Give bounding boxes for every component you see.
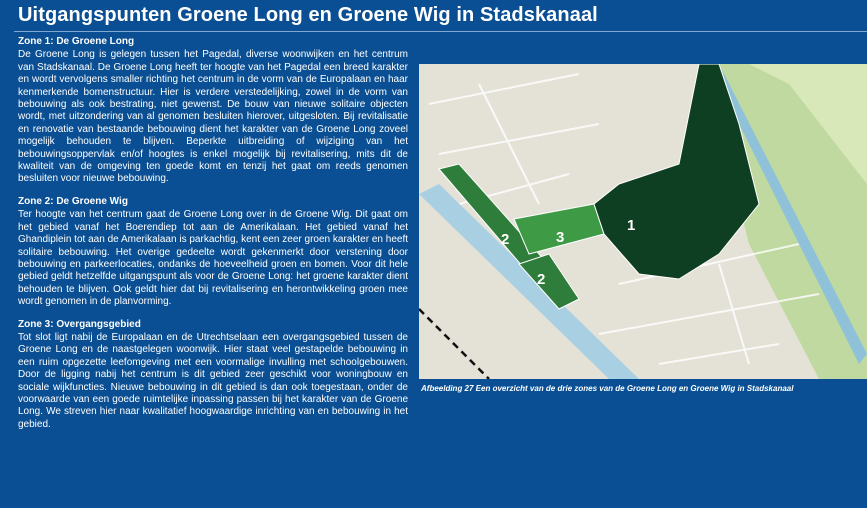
zones-map (419, 64, 867, 379)
zone-2-heading: Zone 2: De Groene Wig (18, 195, 128, 207)
map-label-zone-2b: 2 (537, 271, 546, 288)
zone-3-heading: Zone 3: Overgangsgebied (18, 318, 141, 330)
zone-2-body: Ter hoogte van het centrum gaat de Groene Long over in de Groene Wig. Dit gaat om het gebied vanaf het Boerendiep tot aan de Amerikalaan. Het gebied vanaf het Ghandiplein tot aan de Amerikalaan is parkachtig, kent een zeer groen karakter en heeft solitaire bebouwing. Het overige gedeelte wordt gekenmerkt door verstening door bebouwing en parkeerlocaties, ondanks de hoeveelheid groen en bomen. Voor dit hele gebied geldt hetzelfde uitgangspunt als voor de Groene Long: het groene karakter dient behouden te blijven. Ook geldt hier dat bij revitalisering en herontwikkeling groen mee wordt genomen in de planvorming. (18, 209, 408, 308)
zone-1-heading: Zone 1: De Groene Long (18, 36, 135, 47)
zone-3-body: Tot slot ligt nabij de Europalaan en de Utrechtselaan een overgangsgebied tussen de Groene Long en de naastgelegen woonwijk. Hier staat veel gestapelde bebouwing in een ruim opgezette leefomgeving met een voormalige invulling met schoolgebouwen. Door de ligging nabij het centrum is dit gebied zeer geschikt voor woningbouw en sociale wijkfuncties. Nieuwe bebouwing in dit gebied is dan ook toegestaan, onder de voorwaarde van een goede ruimtelijke inpassing passen bij het karakter van de Groene Long. We streven hier naar kwalitatief hoogwaardige inrichting van en bebouwing in het gebied. (18, 331, 408, 430)
text-column (18, 36, 408, 441)
page-title: Uitgangspunten Groene Long en Groene Wig in Stadskanaal (18, 4, 598, 26)
title-divider (14, 31, 867, 32)
map-caption: Afbeelding 27 Een overzicht van de drie zones van de Groene Long en Groene Wig in Stadskanaal (421, 384, 794, 393)
zone-1-section (18, 36, 408, 186)
map-label-zone-3: 3 (556, 229, 565, 246)
map-label-zone-1: 1 (627, 217, 636, 234)
map-label-zone-2a: 2 (501, 231, 510, 248)
zone-2-section (18, 196, 408, 309)
zone-1-body: De Groene Long is gelegen tussen het Pagedal, diverse woonwijken en het centrum van Stadskanaal. De Groene Long heeft ter hoogte van het Pagedal een breed karakter en wordt vervolgens smaller richting het centrum in de vorm van de Europalaan en haar kenmerkende bomenstructuur. Hier is verdere verstedelijking, zowel in de vorm van bebouwing als ook bestrating, niet gewenst. De bouw van nieuwe solitaire objecten wordt, met uitzondering van al genomen besluiten hierover, uitgesloten. Bij revitalisatie en renovatie van bestaande bebouwing dient het karakter van de Groene Long zoveel mogelijk behouden te blijven. Beperkte uitbreiding of wijziging van het bebouwingsoppervlak en/of hoogtes is enkel mogelijk bij revitalisering, mits dit de kwaliteit van de omgeving ten goede komt en tenzij het gaat om reeds genomen besluiten voor nieuwe bebouwing. (18, 49, 408, 185)
zone-3-section (18, 319, 408, 432)
